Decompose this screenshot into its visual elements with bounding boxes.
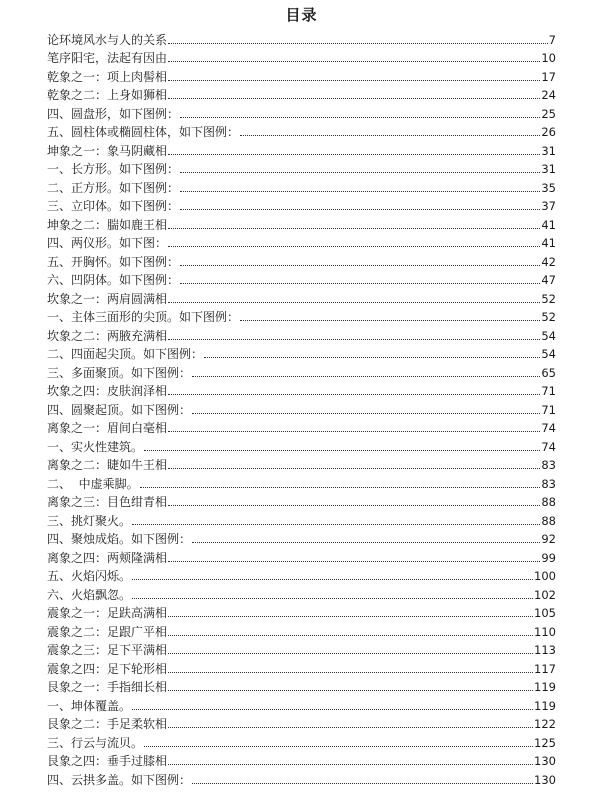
dot-leader: [140, 487, 541, 488]
toc-entry-label: 三、挑灯聚火。: [47, 513, 132, 528]
dot-leader: [168, 468, 540, 469]
dot-leader: [180, 209, 540, 210]
dot-leader: [168, 653, 533, 654]
toc-entry-label: 五、圆柱体或椭圆柱体，如下图例：: [47, 125, 240, 139]
toc-entry-page-number: 31: [541, 162, 556, 176]
dot-leader: [192, 783, 533, 784]
dot-leader: [192, 542, 540, 543]
page-title: 目录: [285, 6, 318, 24]
toc-entry-page-number: 83: [541, 476, 556, 491]
toc-entry-page-number: 74: [541, 421, 556, 435]
toc-entry[interactable]: [47, 65, 556, 84]
dot-leader: [144, 450, 540, 451]
toc-entry-label: 震象之一：足趺高满相: [47, 606, 168, 620]
toc-entry-label: 坎象之四：皮肤润泽相: [47, 384, 168, 398]
toc-entry-label: 坎象之一：两肩圆满相: [47, 291, 168, 306]
toc-entry-label: 震象之三：足下平满相: [47, 643, 168, 657]
toc-entry-label: 震象之四：足下轮形相: [47, 661, 168, 676]
dot-leader: [204, 357, 540, 358]
dot-leader: [168, 690, 533, 691]
dot-leader: [168, 80, 540, 81]
toc-entry[interactable]: [47, 620, 556, 639]
toc-entry-page-number: 102: [534, 587, 556, 602]
toc-entry-page-number: 130: [534, 772, 556, 787]
toc-entry-label: 艮象之一：手指细长相: [47, 680, 168, 694]
toc-entry[interactable]: [47, 176, 556, 195]
toc-entry-page-number: 71: [541, 384, 556, 398]
toc-entry-page-number: 117: [534, 661, 556, 676]
toc-entry[interactable]: [47, 250, 556, 269]
toc-entry[interactable]: [47, 454, 556, 473]
toc-entry[interactable]: [47, 306, 556, 325]
dot-leader: [168, 154, 540, 155]
toc-entry[interactable]: [47, 28, 556, 47]
toc-entry[interactable]: [47, 158, 556, 177]
toc-entry[interactable]: [47, 491, 556, 510]
dot-leader: [168, 302, 540, 303]
toc-entry-page-number: 42: [541, 254, 556, 269]
toc-entry-page-number: 52: [541, 310, 556, 324]
toc-entry[interactable]: [47, 324, 556, 343]
toc-entry[interactable]: [47, 750, 556, 769]
toc-entry[interactable]: [47, 731, 556, 750]
toc-entry-page-number: 24: [541, 88, 556, 102]
toc-entry-label: 五、开胸怀。如下图例：: [47, 254, 180, 269]
toc-entry[interactable]: [47, 121, 556, 140]
toc-entry[interactable]: [47, 84, 556, 103]
toc-entry-page-number: 41: [541, 217, 556, 232]
toc-entry-label: 二、 中虚乘脚。: [47, 476, 139, 491]
toc-entry-label: 震象之二：足跟广平相: [47, 624, 168, 639]
toc-entry[interactable]: [47, 583, 556, 602]
dot-leader: [132, 598, 533, 599]
toc-entry-label: 论环境风水与人的关系: [47, 32, 168, 47]
toc-entry-page-number: 17: [541, 69, 556, 84]
toc-entry-label: 离象之三：目色绀青相: [47, 495, 168, 509]
toc-entry-page-number: 105: [534, 606, 556, 620]
toc-entry-page-number: 122: [534, 717, 556, 731]
dot-leader: [192, 376, 540, 377]
toc-entry-page-number: 88: [541, 513, 556, 528]
toc-entry[interactable]: [47, 435, 556, 454]
toc-entry-page-number: 25: [541, 106, 556, 121]
toc-entry-label: 五、火焰闪烁。: [47, 569, 132, 583]
toc-entry-label: 一、实火性建筑。: [47, 439, 144, 454]
toc-entry-label: 二、正方形。如下图例：: [47, 180, 180, 195]
toc-entry-label: 二、四面起尖顶。如下图例：: [47, 347, 204, 361]
toc-entry[interactable]: [47, 102, 556, 121]
toc-entry-page-number: 10: [541, 51, 556, 65]
dot-leader: [240, 135, 540, 136]
toc-entry-label: 四、圆聚起顶。如下图例：: [47, 402, 192, 417]
toc-entry[interactable]: [47, 565, 556, 584]
dot-leader: [144, 746, 533, 747]
dot-leader: [192, 413, 540, 414]
dot-leader: [180, 191, 540, 192]
toc-entry-label: 坎象之二：两腋充满相: [47, 328, 168, 343]
toc-entry[interactable]: [47, 528, 556, 547]
toc-entry[interactable]: [47, 768, 556, 787]
dot-leader: [240, 320, 540, 321]
dot-leader: [168, 505, 540, 506]
toc-entry[interactable]: [47, 713, 556, 732]
toc-entry-page-number: 74: [541, 439, 556, 454]
toc-entry[interactable]: [47, 694, 556, 713]
toc-entry[interactable]: [47, 269, 556, 288]
dot-leader: [168, 764, 533, 765]
toc-entry-page-number: 83: [541, 458, 556, 472]
toc-entry-label: 坤象之一：象马阴藏相: [47, 143, 168, 158]
toc-entry-page-number: 52: [541, 291, 556, 306]
toc-entry-page-number: 35: [541, 180, 556, 195]
toc-entry-label: 四、云拱多盖。如下图例：: [47, 772, 192, 787]
toc-entry-page-number: 125: [534, 735, 556, 750]
dot-leader: [132, 524, 540, 525]
toc-entry-page-number: 88: [541, 495, 556, 509]
dot-leader: [180, 283, 540, 284]
toc-entry-page-number: 26: [541, 125, 556, 139]
toc-entry[interactable]: [47, 287, 556, 306]
toc-entry-label: 坤象之二：腨如鹿王相: [47, 217, 168, 232]
toc-entry[interactable]: [47, 417, 556, 436]
toc-entry-page-number: 7: [548, 32, 556, 47]
toc-list: [47, 28, 556, 787]
toc-entry-page-number: 130: [534, 754, 556, 768]
toc-entry-label: 乾象之一：项上肉髻相: [47, 69, 168, 84]
toc-entry-label: 离象之二：睫如牛王相: [47, 458, 168, 472]
toc-entry-label: 四、聚烛成焰。如下图例：: [47, 532, 192, 546]
toc-entry-label: 离象之四：两颊隆满相: [47, 550, 168, 565]
toc-entry-page-number: 41: [541, 236, 556, 250]
toc-entry-label: 三、立印体。如下图例：: [47, 199, 180, 213]
toc-entry[interactable]: [47, 361, 556, 380]
toc-entry-label: 艮象之四：垂手过膝相: [47, 754, 168, 768]
toc-entry-label: 四、圆盘形，如下图例：: [47, 106, 180, 121]
toc-entry-label: 四、两仪形。如下图：: [47, 236, 168, 250]
dot-leader: [132, 709, 533, 710]
dot-leader: [180, 265, 540, 266]
dot-leader: [168, 431, 540, 432]
dot-leader: [168, 561, 540, 562]
dot-leader: [132, 579, 533, 580]
dot-leader: [180, 117, 540, 118]
toc-entry[interactable]: [47, 472, 556, 491]
toc-entry-label: 离象之一：眉间白毫相: [47, 421, 168, 435]
toc-entry-label: 三、多面聚顶。如下图例：: [47, 365, 192, 380]
toc-entry[interactable]: [47, 213, 556, 232]
toc-entry-label: 六、凹阴体。如下图例：: [47, 273, 180, 287]
dot-leader: [168, 61, 540, 62]
dot-leader: [168, 394, 540, 395]
toc-entry[interactable]: [47, 676, 556, 695]
dot-leader: [168, 672, 533, 673]
toc-entry[interactable]: [47, 639, 556, 658]
toc-entry[interactable]: [47, 139, 556, 158]
toc-entry-label: 乾象之二：上身如狮相: [47, 88, 168, 102]
toc-entry-label: 一、长方形。如下图例：: [47, 162, 180, 176]
toc-entry-page-number: 65: [541, 365, 556, 380]
dot-leader: [168, 228, 540, 229]
toc-entry[interactable]: [47, 509, 556, 528]
toc-entry[interactable]: [47, 232, 556, 251]
toc-entry-page-number: 99: [541, 550, 556, 565]
dot-leader: [180, 172, 540, 173]
toc-entry-page-number: 54: [541, 328, 556, 343]
dot-leader: [168, 339, 540, 340]
dot-leader: [168, 635, 533, 636]
toc-entry[interactable]: [47, 47, 556, 66]
dot-leader: [168, 727, 533, 728]
dot-leader: [168, 246, 540, 247]
toc-entry-label: 三、行云与流贝。: [47, 735, 144, 750]
toc-entry-label: 六、火焰飘忽。: [47, 587, 132, 602]
toc-entry-page-number: 113: [534, 643, 556, 657]
toc-entry[interactable]: [47, 398, 556, 417]
dot-leader: [168, 616, 533, 617]
toc-entry-page-number: 119: [534, 680, 556, 694]
toc-entry-page-number: 37: [541, 199, 556, 213]
toc-entry-page-number: 31: [541, 143, 556, 158]
toc-entry-label: 笔序阳宅，法起有因由: [47, 51, 168, 65]
toc-entry[interactable]: [47, 343, 556, 362]
toc-entry-label: 艮象之二：手足柔软相: [47, 717, 168, 731]
toc-entry-page-number: 54: [541, 347, 556, 361]
dot-leader: [168, 98, 540, 99]
dot-leader: [168, 43, 548, 44]
toc-entry-page-number: 71: [541, 402, 556, 417]
toc-entry-page-number: 110: [534, 624, 556, 639]
toc-entry-label: 一、坤体覆盖。: [47, 698, 132, 713]
toc-entry-page-number: 92: [541, 532, 556, 546]
toc-entry-page-number: 119: [534, 698, 556, 713]
toc-entry[interactable]: [47, 380, 556, 399]
toc-entry-label: 一、主体三面形的尖顶。如下图例：: [47, 310, 240, 324]
toc-entry[interactable]: [47, 657, 556, 676]
toc-entry[interactable]: [47, 602, 556, 621]
toc-entry-page-number: 47: [541, 273, 556, 287]
toc-entry-page-number: 100: [534, 569, 556, 583]
toc-entry[interactable]: [47, 546, 556, 565]
toc-entry[interactable]: [47, 195, 556, 214]
